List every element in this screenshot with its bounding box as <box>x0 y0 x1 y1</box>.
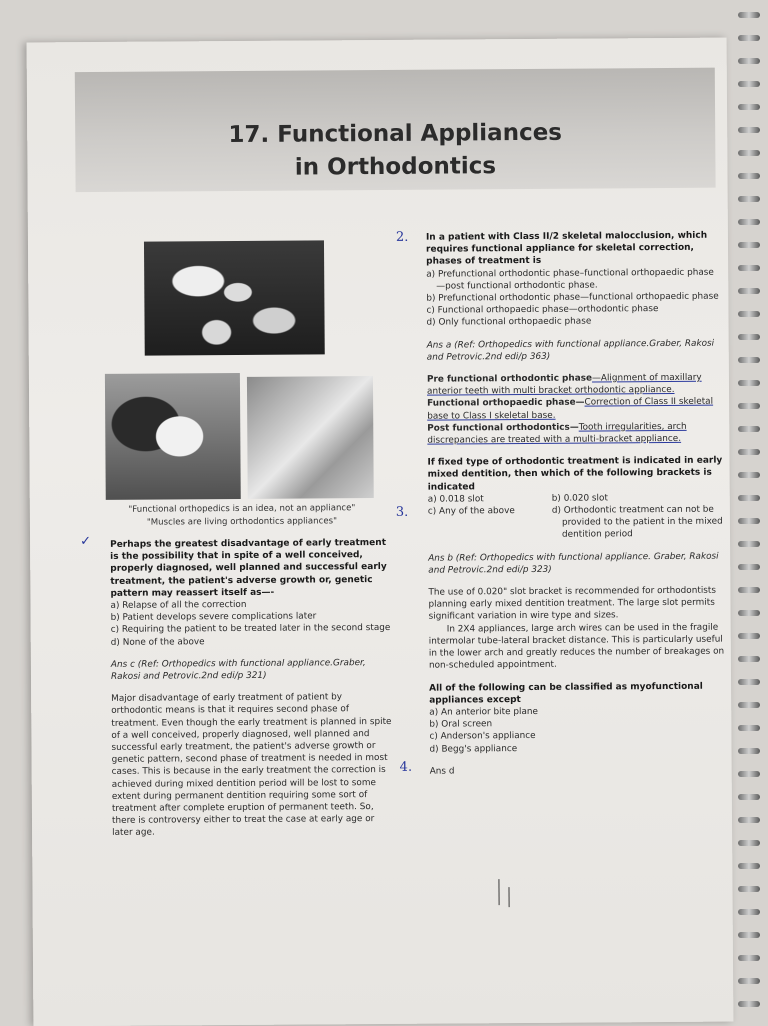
figure-caption-line1: "Functional orthopedics is an idea, not an appliance" <box>128 503 356 515</box>
spiral-coil <box>738 403 760 409</box>
pencil-stroke <box>508 887 509 907</box>
spiral-coil <box>738 564 760 570</box>
option-q4-d: d) Begg's appliance <box>429 743 518 755</box>
note-q2-postfunctional-text: Tooth irregularities, arch discrepancies are treated with a multi-bracket appliance. <box>427 421 687 446</box>
option-q3-c: c) Any of the above <box>427 506 515 517</box>
spiral-coil <box>738 610 760 616</box>
spiral-coil <box>738 679 760 685</box>
right-column-q2 <box>426 230 726 778</box>
spiral-coil <box>738 380 760 386</box>
spiral-coil <box>738 656 760 662</box>
option-q4-a: a) An anterior bite plane <box>429 706 539 718</box>
handwritten-mark-q2: 2. <box>395 229 409 245</box>
option-q1-a: a) Relapse of all the correction <box>110 599 247 611</box>
answer-q3: Ans b (Ref: Orthopedics with functional appliance. Graber, Rakosi and Petrovic.2nd edi/p 323) <box>428 551 719 576</box>
spiral-coil <box>738 886 760 892</box>
spiral-coil <box>738 127 760 133</box>
spiral-coil <box>738 863 760 869</box>
spiral-coil <box>738 104 760 110</box>
spiral-binding <box>734 0 768 1024</box>
note-q2-postfunctional-term: Post functional orthodontics— <box>427 422 579 434</box>
options-q3 <box>428 491 724 542</box>
spiral-coil <box>738 242 760 248</box>
handwritten-tick-q1: ✓ <box>80 534 92 550</box>
spiral-coil <box>738 35 760 41</box>
pencil-stroke <box>498 879 499 905</box>
option-q2-a: a) Prefunctional orthodontic phase–functional orthopaedic phase—post functional orthodontic phase. <box>426 267 714 292</box>
explanation-q1: Major disadvantage of early treatment of patient by orthodontic means is that it requires second phase of treatment. Even though the early treatment is planned in spite of a well conceived, properly diagnosed, well planned and successful early treatment, the patient's adverse growth or genetic pattern, second phase of treatment is needed in most cases. This is because in the early treatment the correction is achieved during mixed dentition period will be lost to some extent during permanent dentition requiring some sort of treatment after complete eruption of permanent teeth. So, there is controversy either to treat the case at early age or later age. <box>111 692 392 839</box>
chapter-title-band <box>75 68 716 192</box>
question-q3: If fixed type of orthodontic treatment is indicated in early mixed dentition, then which of the following brackets is indicated <box>427 455 723 493</box>
spiral-coil <box>738 472 760 478</box>
answer-q2: Ans a (Ref: Orthopedics with functional appliance.Graber, Rakosi and Petrovic.2nd edi/p 363) <box>426 338 715 363</box>
explanation-q3-p1: The use of 0.020" slot bracket is recommended for orthodontists planning early mixed dentition treatment. The large slot permits significant variation in wire type and sizes. <box>428 585 717 623</box>
spiral-coil <box>738 978 760 984</box>
spiral-coil <box>738 495 760 501</box>
question-q4: All of the following can be classified as myofunctional appliances except <box>429 681 703 706</box>
spiral-coil <box>738 909 760 915</box>
note-q2-postfunctional <box>427 420 723 446</box>
spiral-coil <box>738 58 760 64</box>
dental-photo-appliance-model <box>105 373 241 500</box>
spiral-coil <box>738 840 760 846</box>
option-q1-d: d) None of the above <box>110 636 205 648</box>
dental-photo-intraoral <box>144 240 325 355</box>
spiral-coil <box>738 1001 760 1007</box>
explanation-q3-p2: In 2X4 appliances, large arch wires can be used in the fragile intermolar tube-lateral bracket distance. This is particularly useful in the lower arch and greatly reduces the number of breakages on non-scheduled appointment. <box>428 622 725 671</box>
option-q3-d: d) Orthodontic treatment can not be provided to the patient in the mixed dentition period <box>551 504 723 541</box>
handwritten-mark-q4: 4. <box>399 759 413 775</box>
option-q1-b: b) Patient develops severe complications later <box>110 611 317 624</box>
chapter-title-line2: in Orthodontics <box>294 153 497 181</box>
answer-q1: Ans c (Ref: Orthopedics with functional appliance.Graber, Rakosi and Petrovic.2nd edi/p 321) <box>110 657 366 682</box>
chapter-title-line1: 17. Functional Appliances <box>228 119 563 149</box>
note-q2-prefunctional-text: —Alignment of maxillary anterior teeth with multi bracket orthodontic appliance. <box>426 372 702 397</box>
spiral-coil <box>738 702 760 708</box>
spiral-coil <box>738 518 760 524</box>
spiral-coil <box>738 817 760 823</box>
spiral-coil <box>738 748 760 754</box>
left-column <box>110 537 394 840</box>
option-q2-d: d) Only functional orthopaedic phase <box>426 316 592 329</box>
spiral-coil <box>738 426 760 432</box>
note-q2-prefunctional <box>427 372 723 398</box>
option-q2-b: b) Prefunctional orthodontic phase—functional orthopaedic phase <box>426 291 719 304</box>
note-q2-prefunctional-term: Pre functional orthodontic phase <box>426 373 593 385</box>
option-q4-b: b) Oral screen <box>429 719 493 730</box>
spiral-coil <box>738 219 760 225</box>
question-q1: Perhaps the greatest disadvantage of early treatment is the possibility that in spite of a well conceived, properly diagnosed, well planned and successful early treatment, the patient's adverse growth or, genetic pattern may reassert itself as—- <box>110 537 387 599</box>
spiral-coil <box>738 541 760 547</box>
dental-photo-appliance-closeup <box>247 376 374 499</box>
spiral-coil <box>738 150 760 156</box>
handwritten-mark-q3: 3. <box>395 504 409 520</box>
spiral-coil <box>738 771 760 777</box>
spiral-coil <box>738 449 760 455</box>
spiral-coil <box>738 357 760 363</box>
spiral-coil <box>738 173 760 179</box>
question-q2: In a patient with Class II/2 skeletal malocclusion, which requires functional appliance for skeletal correction, phases of treatment is <box>425 230 708 268</box>
spiral-coil <box>738 311 760 317</box>
spiral-coil <box>738 725 760 731</box>
spiral-coil <box>738 955 760 961</box>
spiral-coil <box>738 633 760 639</box>
option-q1-c: c) Requiring the patient to be treated later in the second stage <box>110 623 391 636</box>
spiral-coil <box>738 288 760 294</box>
note-q2-functional-text: Correction of Class II skeletal base to Class I skeletal base. <box>427 397 714 422</box>
book-page <box>27 38 734 1026</box>
spiral-coil <box>738 12 760 18</box>
spiral-coil <box>738 587 760 593</box>
spiral-coil <box>738 932 760 938</box>
spiral-coil <box>738 334 760 340</box>
option-q3-a: a) 0.018 slot <box>427 494 484 505</box>
note-q2-functional <box>427 396 723 422</box>
note-q2-functional-term: Functional orthopaedic phase— <box>427 398 585 410</box>
spiral-coil <box>738 81 760 87</box>
answer-q4: Ans d <box>429 766 455 777</box>
option-q2-c: c) Functional orthopaedic phase—orthodontic phase <box>426 304 659 316</box>
figure-caption-line2: "Muscles are living orthodontics appliances" <box>146 516 338 528</box>
options-q3-right <box>552 491 724 541</box>
spiral-coil <box>738 794 760 800</box>
options-q3-left <box>428 493 552 543</box>
spiral-coil <box>738 196 760 202</box>
spiral-coil <box>738 265 760 271</box>
option-q4-c: c) Anderson's appliance <box>429 731 536 742</box>
option-q3-b: b) 0.020 slot <box>551 493 608 504</box>
